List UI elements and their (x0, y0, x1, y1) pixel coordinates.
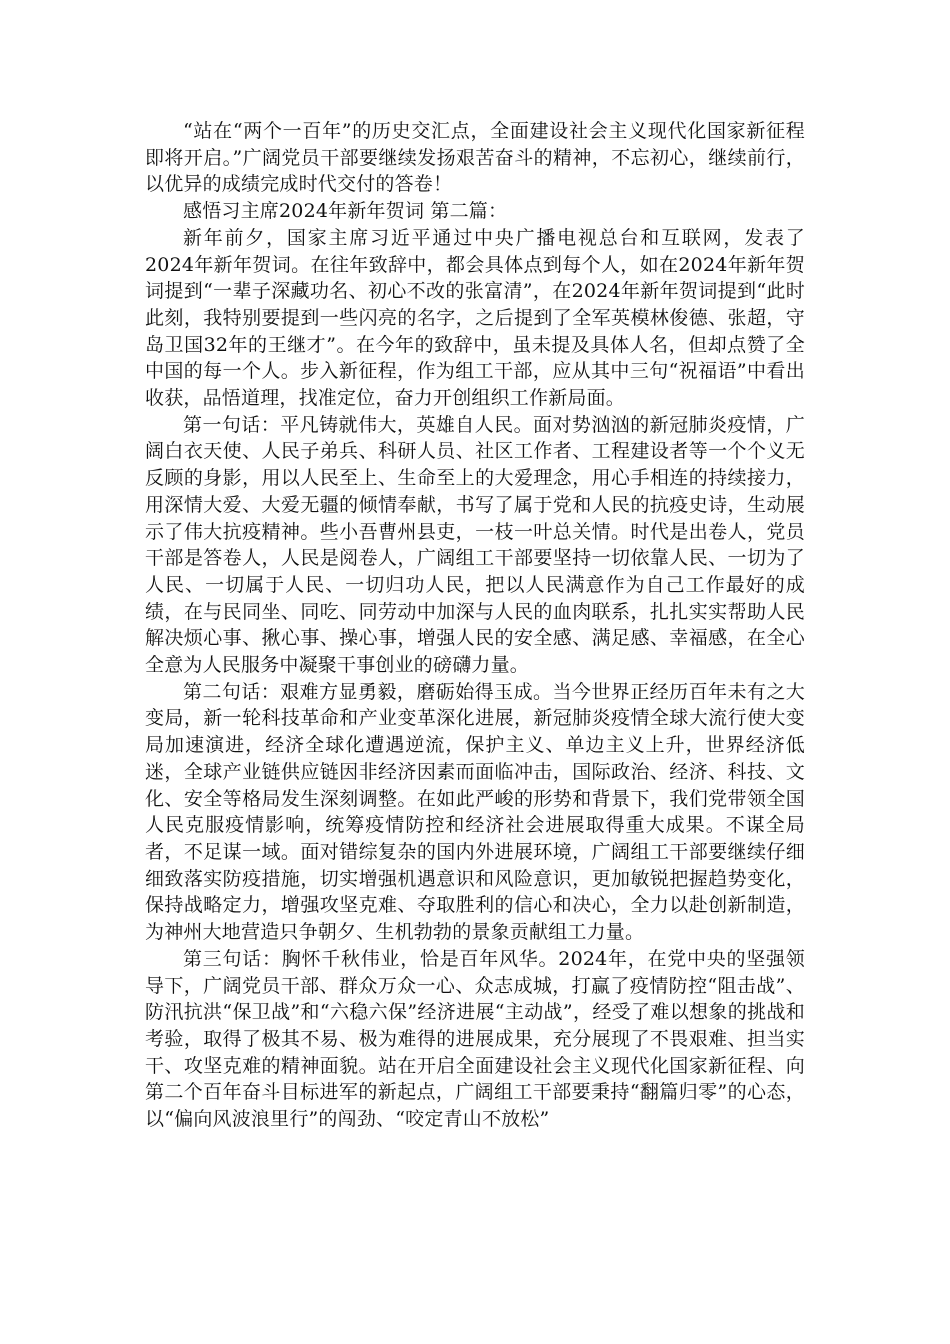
section-heading: 感悟习主席2024年新年贺词 第二篇： (183, 200, 508, 223)
paragraph-new-year-speech: 新年前夕，国家主席习近平通过中央广播电视总台和互联网，发表了2024年新年贺词。在往年致辞中，都会具体点到每个人，如在2024年新年贺词提到“一辈子深藏功名、初心不改的张富清”，在2024年新年贺词提到“此时此刻，我特别要提到一些闪亮的名字，之后提到了全军英模林俊德、张超，守岛卫国32年的王继才”。在今年的致辞中，虽未提及具体人名，但却点赞了全中国的每一个人。步入新征程，作为组工干部，应从其中三句“祝福语”中看出收获，品悟道理，找准定位，奋力开创组织工作新局面。 (145, 226, 805, 410)
document-body (145, 118, 805, 1133)
paragraph-intro-quote: “站在“两个一百年”的历史交汇点，全面建设社会主义现代化国家新征程即将开启。”广阔党员干部要继续发扬艰苦奋斗的精神，不忘初心，继续前行，以优异的成绩完成时代交付的答卷！ (145, 120, 805, 196)
paragraph-third-sentence: 第三句话：胸怀千秋伟业，恰是百年风华。2024年，在党中央的坚强领导下，广阔党员干部、群众万众一心、众志成城，打赢了疫情防控“阻击战”、防汛抗洪“保卫战”和“六稳六保”经济进展“主动战”，经受了难以想象的挑战和考验，取得了极其不易、极为难得的进展成果，充分展现了不畏艰难、担当实干、攻坚克难的精神面貌。站在开启全面建设社会主义现代化国家新征程、向第二个百年奋斗目标进军的新起点，广阔组工干部要秉持“翻篇归零”的心态，以“偏向风波浪里行”的闯劲、“咬定青山不放松” (145, 947, 805, 1131)
paragraph-first-sentence: 第一句话：平凡铸就伟大，英雄自人民。面对势汹汹的新冠肺炎疫情，广阔白衣天使、人民子弟兵、科研人员、社区工作者、工程建设者等一个个义无反顾的身影，用以人民至上、生命至上的大爱理念，用心手相连的持续接力，用深情大爱、大爱无疆的倾情奉献，书写了属于党和人民的抗疫史诗，生动展示了伟大抗疫精神。些小吾曹州县吏，一枝一叶总关情。时代是出卷人，党员干部是答卷人，人民是阅卷人，广阔组工干部要坚持一切依靠人民、一切为了人民、一切属于人民、一切归功人民，把以人民满意作为自己工作最好的成绩，在与民同坐、同吃、同劳动中加深与人民的血肉联系，扎扎实实帮助人民解决烦心事、揪心事、操心事，增强人民的安全感、满足感、幸福感，在全心全意为人民服务中凝聚干事创业的磅礴力量。 (145, 413, 805, 677)
paragraph-second-sentence: 第二句话：艰难方显勇毅，磨砺始得玉成。当今世界正经历百年未有之大变局，新一轮科技革命和产业变革深化进展，新冠肺炎疫情全球大流行使大变局加速演进，经济全球化遭遇逆流，保护主义、单边主义上升，世界经济低迷，全球产业链供应链因非经济因素而面临冲击，国际政治、经济、科技、文化、安全等格局发生深刻调整。在如此严峻的形势和背景下，我们党带领全国人民克服疫情影响，统筹疫情防控和经济社会进展取得重大成果。不谋全局者，不足谋一域。面对错综复杂的国内外进展环境，广阔组工干部要继续仔细细致落实防疫措施，切实增强机遇意识和风险意识，更加敏锐把握趋势变化，保持战略定力，增强攻坚克难、夺取胜利的信心和决心，全力以赴创新制造，为神州大地营造只争朝夕、生机勃勃的景象贡献组工力量。 (145, 680, 805, 944)
